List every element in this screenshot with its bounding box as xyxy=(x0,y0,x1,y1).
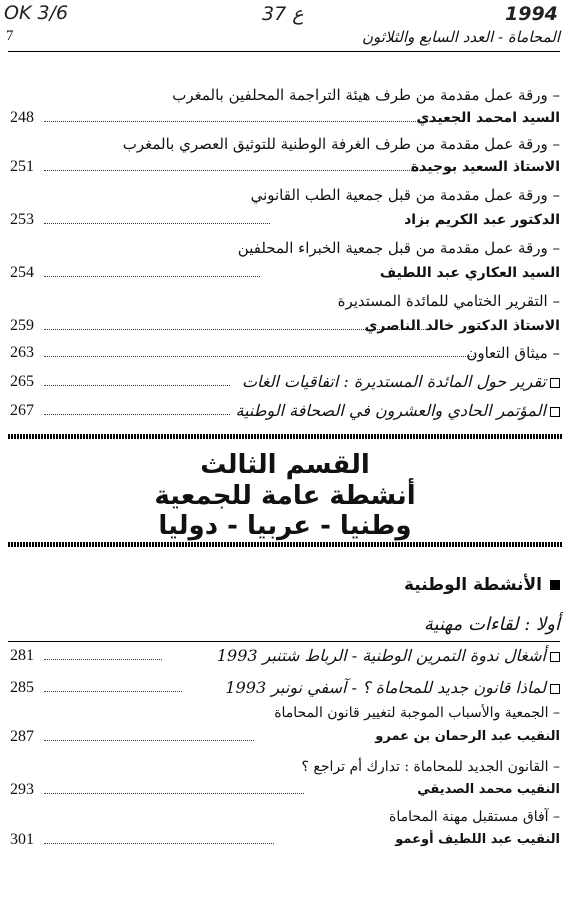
dot-leader xyxy=(44,843,274,844)
handwritten-note-left: OK 3/6 xyxy=(4,2,69,24)
section-divider-bottom xyxy=(8,542,562,547)
entry-author: النقيب عبد اللطيف أوعمو xyxy=(395,832,560,847)
entry-page: 259 xyxy=(10,315,37,337)
entry-text: لماذا قانون جديد للمحاماة ؟ - آسفي نونبر 1993 xyxy=(225,677,560,699)
toc-entry xyxy=(8,315,560,337)
entry-author: السيد العكاري عبد اللطيف xyxy=(379,265,560,281)
toc-entry xyxy=(8,756,560,778)
toc-entry xyxy=(8,290,560,312)
filled-square-bullet-icon xyxy=(550,580,560,590)
header-rule xyxy=(8,51,560,52)
section-heading-line2: أنشطة عامة للجمعية xyxy=(154,481,416,511)
page-number: 7 xyxy=(6,28,14,44)
section-heading-line1: القسم الثالث xyxy=(200,450,370,480)
square-bullet-icon xyxy=(550,378,560,388)
toc-entry xyxy=(8,779,560,801)
subsection-title: أولا : لقاءات مهنية xyxy=(423,614,560,635)
entry-page: 293 xyxy=(10,779,37,801)
entry-author: الاستاذ الدكتور خالد الناصري xyxy=(364,318,560,334)
section-heading-line3: وطنيا - عربيا - دوليا xyxy=(158,511,412,541)
entry-author: النقيب محمد الصديقي xyxy=(417,782,560,797)
dot-leader xyxy=(44,793,304,794)
toc-entry xyxy=(8,107,560,129)
toc-entry xyxy=(8,262,560,284)
entry-page: 248 xyxy=(10,107,37,129)
entry-page: 287 xyxy=(10,726,37,748)
handwritten-note-middle: 37 ع xyxy=(262,3,304,25)
entry-text: – ورقة عمل مقدمة من طرف الغرفة الوطنية للتوثيق العصري بالمغرب xyxy=(122,135,560,153)
entry-page: 253 xyxy=(10,209,37,231)
dot-leader xyxy=(44,223,270,224)
toc-entry xyxy=(8,400,560,422)
entry-text: تقرير حول المائدة المستديرة : اتفاقيات الغات xyxy=(242,371,560,393)
dot-leader xyxy=(44,691,182,692)
square-bullet-icon xyxy=(550,407,560,417)
toc-entry xyxy=(8,829,560,851)
dot-leader xyxy=(44,659,162,660)
entry-page: 267 xyxy=(10,400,37,422)
entry-text: – الجمعية والأسباب الموجبة لتغيير قانون المحاماة xyxy=(274,705,560,721)
entry-page: 254 xyxy=(10,262,37,284)
entry-author: السيد امحمد الجعيدي xyxy=(416,110,560,126)
square-bullet-icon xyxy=(550,652,560,662)
entry-text: – ميثاق التعاون xyxy=(466,344,560,362)
section-divider-top xyxy=(8,434,562,439)
dot-leader xyxy=(44,121,448,122)
entry-author: الدكتور عبد الكريم بزاد xyxy=(404,212,560,228)
entry-page: 251 xyxy=(10,156,37,178)
entry-text: – ورقة عمل مقدمة من قبل جمعية الخبراء المحلفين xyxy=(237,239,560,257)
entry-text: أشغال ندوة التمرين الوطنية - الرباط شتنبر 1993 xyxy=(217,645,560,667)
entry-author: الاستاذ السعيد بوجيدة xyxy=(410,159,560,175)
toc-entry xyxy=(8,702,560,724)
toc-entry xyxy=(8,371,560,393)
toc-entry xyxy=(8,342,560,364)
entry-text: – التقرير الختامي للمائدة المستديرة xyxy=(337,292,560,310)
dot-leader xyxy=(44,385,230,386)
entry-page: 265 xyxy=(10,371,37,393)
dot-leader xyxy=(44,356,474,357)
entry-text: – آفاق مستقبل مهنة المحاماة xyxy=(389,809,560,825)
entry-page: 301 xyxy=(10,829,37,851)
square-bullet-icon xyxy=(550,684,560,694)
entry-author: النقيب عبد الرحمان بن عمرو xyxy=(375,729,560,744)
toc-entry xyxy=(8,645,560,667)
toc-entry xyxy=(8,209,560,231)
toc-entry xyxy=(8,156,560,178)
dot-leader xyxy=(44,740,254,741)
toc-entry xyxy=(8,133,560,155)
entry-page: 285 xyxy=(10,677,37,699)
toc-entry xyxy=(8,184,560,206)
toc-entry xyxy=(8,237,560,259)
handwritten-year: 1994 xyxy=(505,3,558,25)
running-header-title: المحاماة - العدد السابع والثلاثون xyxy=(361,28,560,46)
entry-text: المؤتمر الحادي والعشرون في الصحافة الوطنية xyxy=(236,400,560,422)
entry-page: 281 xyxy=(10,645,37,667)
dot-leader xyxy=(44,170,430,171)
dot-leader xyxy=(44,276,260,277)
entry-page: 263 xyxy=(10,342,37,364)
dot-leader xyxy=(44,414,230,415)
toc-entry xyxy=(8,677,560,699)
toc-entry xyxy=(8,726,560,748)
national-activities-title: الأنشطة الوطنية xyxy=(404,575,560,595)
entry-text: – القانون الجديد للمحاماة : تدارك أم تراجع ؟ xyxy=(301,759,560,775)
entry-text: – ورقة عمل مقدمة من طرف هيئة التراجمة المحلفين بالمغرب xyxy=(172,86,560,104)
toc-entry xyxy=(8,84,560,106)
toc-entry xyxy=(8,806,560,828)
subsection-rule xyxy=(8,641,560,642)
entry-text: – ورقة عمل مقدمة من قبل جمعية الطب القانوني xyxy=(250,186,560,204)
